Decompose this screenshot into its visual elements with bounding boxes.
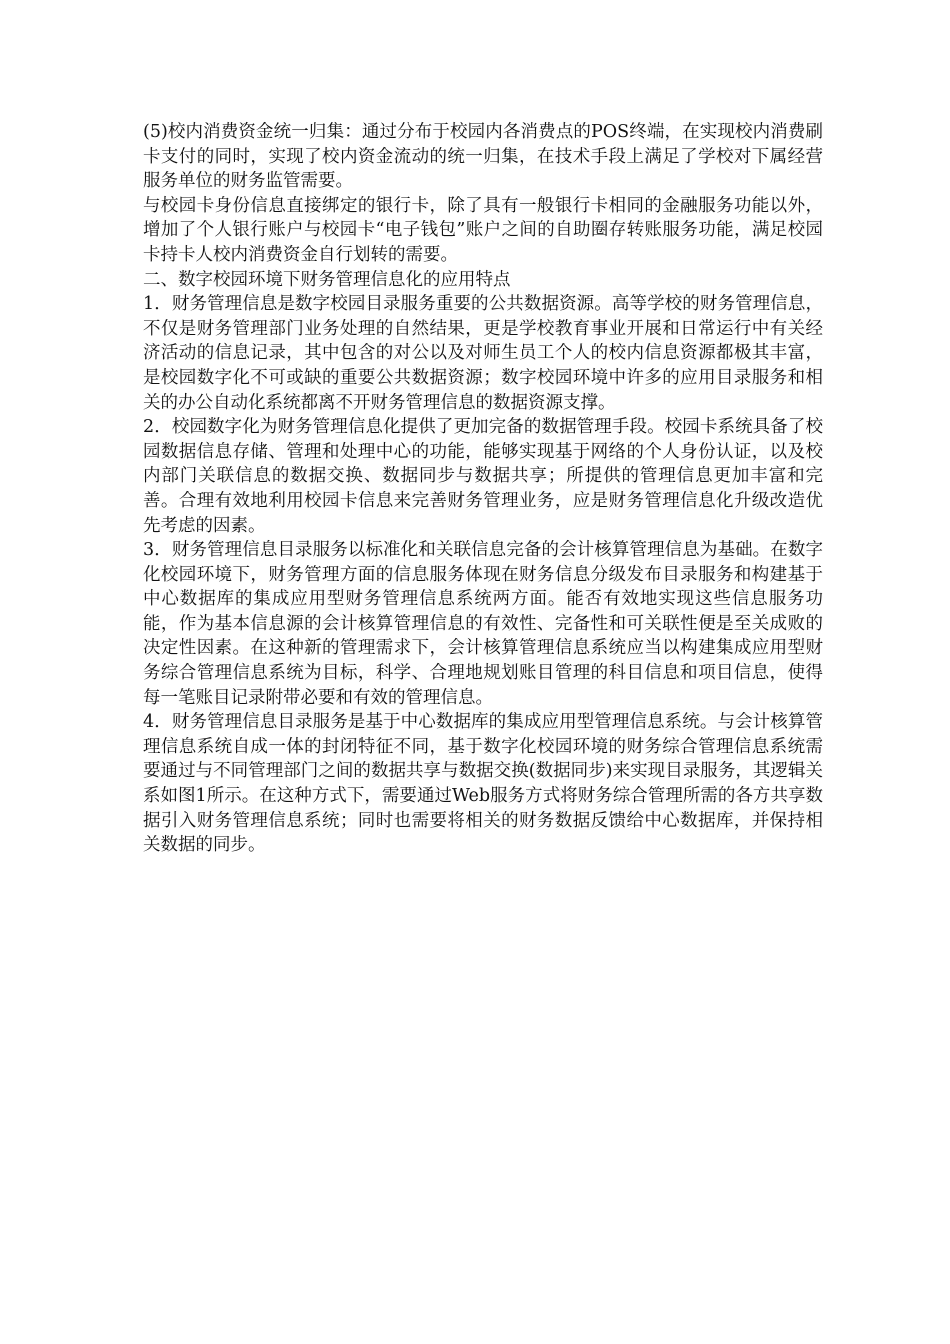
- paragraph-point-1: 1．财务管理信息是数字校园目录服务重要的公共数据资源。高等学校的财务管理信息，不仅是财务管理部门业务处理的自然结果，更是学校教育事业开展和日常运行中有关经济活动的信息记录，其中包含的对公以及对师生员工个人的校内信息资源都极其丰富，是校园数字化不可或缺的重要公共数据资源；数字校园环境中许多的应用目录服务和相关的办公自动化系统都离不开财务管理信息的数据资源支撑。: [143, 294, 823, 413]
- paragraph-bank-card: 与校园卡身份信息直接绑定的银行卡，除了具有一般银行卡相同的金融服务功能以外，增加了个人银行账户与校园卡“电子钱包”账户之间的自助圈存转账服务功能，满足校园卡持卡人校内消费资金自行划转的需要。: [143, 195, 823, 265]
- document-page: [143, 120, 823, 858]
- paragraph-point-3: 3．财务管理信息目录服务以标准化和关联信息完备的会计核算管理信息为基础。在数字化校园环境下，财务管理方面的信息服务体现在财务信息分级发布目录服务和构建基于中心数据库的集成应用型财务管理信息系统两方面。能否有效地实现这些信息服务功能，作为基本信息源的会计核算管理信息的有效性、完备性和可关联性便是至关成败的决定性因素。在这种新的管理需求下，会计核算管理信息系统应当以构建集成应用型财务综合管理信息系统为目标，科学、合理地规划账目管理的科目信息和项目信息，使得每一笔账目记录附带必要和有效的管理信息。: [143, 540, 823, 708]
- paragraph-point-2: 2．校园数字化为财务管理信息化提供了更加完备的数据管理手段。校园卡系统具备了校园数据信息存储、管理和处理中心的功能，能够实现基于网络的个人身份认证，以及校内部门关联信息的数据交换、数据同步与数据共享；所提供的管理信息更加丰富和完善。合理有效地利用校园卡信息来完善财务管理业务，应是财务管理信息化升级改造优先考虑的因素。: [143, 417, 823, 536]
- paragraph-point-4: 4．财务管理信息目录服务是基于中心数据库的集成应用型管理信息系统。与会计核算管理信息系统自成一体的封闭特征不同，基于数字化校园环境的财务综合管理信息系统需要通过与不同管理部门之间的数据共享与数据交换(数据同步)来实现目录服务，其逻辑关系如图1所示。在这种方式下，需要通过Web服务方式将财务综合管理所需的各方共享数据引入财务管理信息系统；同时也需要将相关的财务数据反馈给中心数据库，并保持相关数据的同步。: [143, 712, 823, 856]
- section-heading: 二、数字校园环境下财务管理信息化的应用特点: [143, 269, 511, 290]
- paragraph-campus-consumption: (5)校内消费资金统一归集：通过分布于校园内各消费点的POS终端，在实现校内消费刷卡支付的同时，实现了校内资金流动的统一归集，在技术手段上满足了学校对下属经营服务单位的财务监管需要。: [143, 122, 823, 192]
